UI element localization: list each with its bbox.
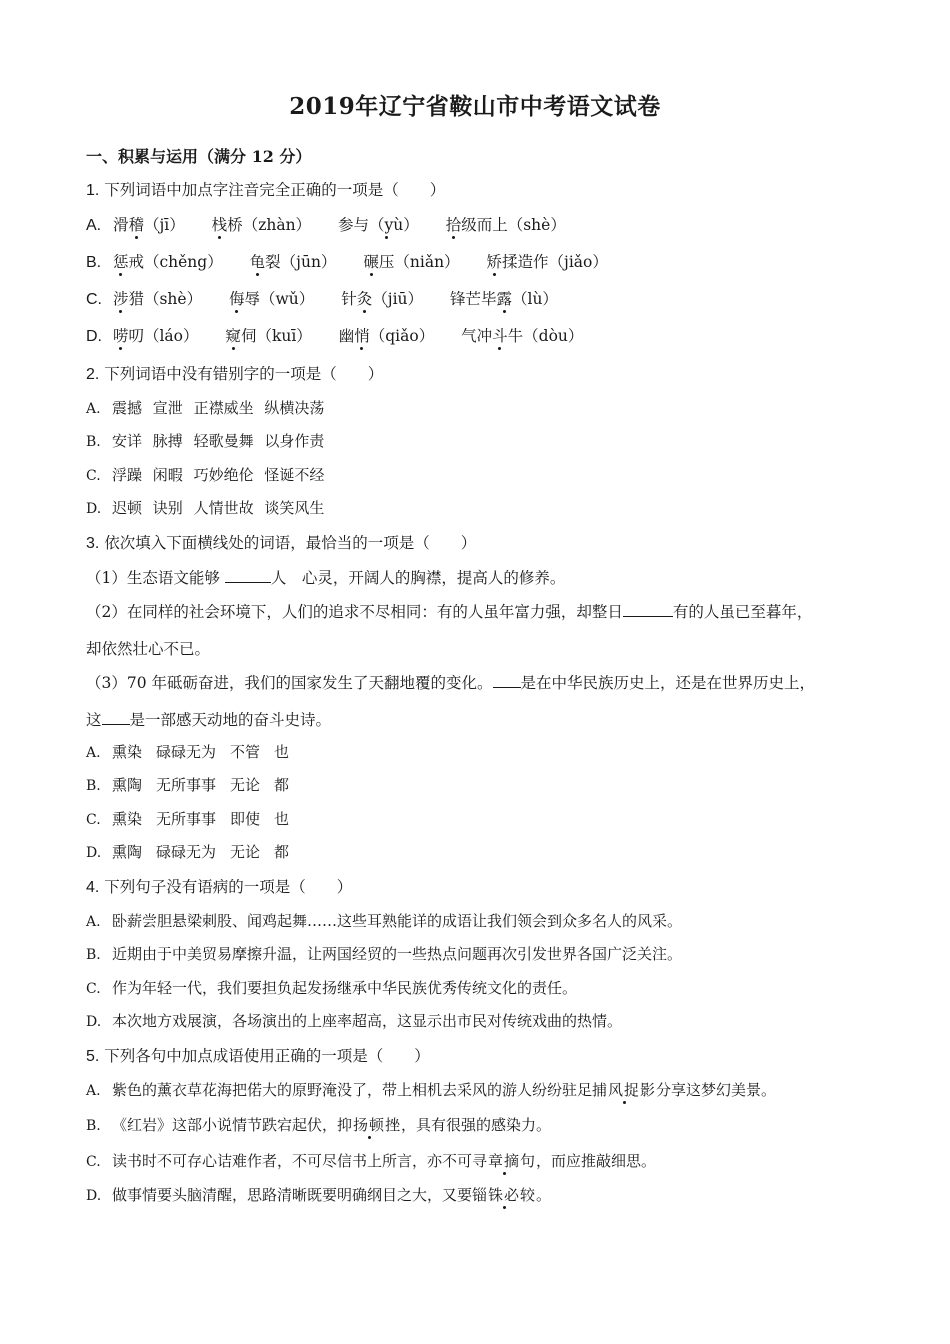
q5-option-a[interactable]: A. 紫色的薰衣草花海把偌大的原野淹没了，带上相机去采风的游人纷纷驻足捕风捉影分享这梦幻美景。 — [86, 1081, 777, 1099]
q3-option-d[interactable]: D. 熏陶 碌碌无为 无论 都 — [86, 843, 290, 861]
fill-blank[interactable] — [102, 710, 130, 725]
q2-option-b[interactable]: B. 安详 脉搏 轻歌曼舞 以身作责 — [86, 432, 325, 450]
option-word: 针灸（jiū） — [341, 290, 424, 308]
fill-blank[interactable] — [225, 568, 271, 583]
q1-option-c[interactable] — [86, 287, 580, 309]
q3-sentence-3-cont: 这 是一部感天动地的奋斗史诗。 — [86, 711, 332, 729]
option-word: 拾级而上（shè） — [445, 216, 566, 234]
q1-option-d[interactable] — [86, 324, 605, 346]
option-label: C. — [86, 291, 102, 308]
dotted-idiom: 寻章摘句 — [472, 1152, 537, 1170]
option-label: D. — [86, 845, 102, 861]
option-word: 侮辱（wǔ） — [229, 290, 315, 308]
question-number: 4. — [86, 879, 100, 896]
option-word: 窥伺（kuī） — [225, 327, 312, 345]
question-text: 下列词语中加点字注音完全正确的一项是（ ） — [104, 181, 446, 199]
question-number: 1. — [86, 182, 100, 199]
dotted-idiom: 捕风捉影 — [592, 1081, 657, 1099]
q5-option-d[interactable]: D. 做事情要头脑清醒，思路清晰既要明确纲目之大，又要锱铢必较。 — [86, 1186, 552, 1204]
question-text: 下列句子没有语病的一项是（ ） — [104, 878, 353, 896]
q2-option-d[interactable]: D. 迟顿 诀别 人情世故 谈笑风生 — [86, 499, 325, 517]
question-number: 3. — [86, 535, 100, 552]
option-word: 惩戒（chěng） — [112, 253, 223, 271]
question-number: 5. — [86, 1048, 100, 1065]
option-word: 栈桥（zhàn） — [211, 216, 312, 234]
page-title: 2019年辽宁省鞍山市中考语文试卷 — [289, 93, 661, 120]
q3-option-b[interactable]: B. 熏陶 无所事事 无论 都 — [86, 776, 290, 794]
option-label: D. — [86, 328, 102, 345]
option-label: D. — [86, 1188, 102, 1204]
q4-option-d[interactable]: D. 本次地方戏展演，各场演出的上座率超高，这显示出市民对传统戏曲的热情。 — [86, 1012, 623, 1030]
q1-option-b[interactable] — [86, 250, 630, 272]
q2-option-c[interactable]: C. 浮躁 闲暇 巧妙绝伦 怪诞不经 — [86, 466, 325, 484]
option-word: 气冲斗牛（dòu） — [461, 327, 584, 345]
option-label: A. — [86, 914, 101, 930]
option-label: A. — [86, 401, 101, 417]
question-text: 下列词语中没有错别字的一项是（ ） — [104, 365, 384, 383]
q4-option-b[interactable]: B. 近期由于中美贸易摩擦升温，让两国经贸的一些热点问题再次引发世界各国广泛关注。 — [86, 945, 683, 963]
option-label: C. — [86, 468, 101, 484]
q4-option-c[interactable]: C. 作为年轻一代，我们要担负起发扬继承中华民族优秀传统文化的责任。 — [86, 979, 578, 997]
q5-option-b[interactable]: B. 《红岩》这部小说情节跌宕起伏，抑扬顿挫，具有很强的感染力。 — [86, 1116, 552, 1134]
q3-sentence-2: （2）在同样的社会环境下，人们的追求不尽相同：有的人虽年富力强，却整日 有的人虽已至暮年， — [86, 603, 813, 621]
fill-blank[interactable] — [623, 602, 673, 617]
q2-option-a[interactable]: A. 震撼 宣泄 正襟威坐 纵横决荡 — [86, 399, 325, 417]
option-word: 唠叨（láo） — [112, 327, 199, 345]
question-text: 依次填入下面横线处的词语，最恰当的一项是（ ） — [104, 534, 477, 552]
option-label: B. — [86, 434, 101, 450]
option-label: A. — [86, 217, 102, 234]
q5-option-c[interactable]: C. 读书时不可存心诘难作者，不可尽信书上所言，亦不可寻章摘句，而应推敲细思。 — [86, 1152, 657, 1170]
option-word: 锋芒毕露（lù） — [449, 290, 558, 308]
option-word: 龟裂（jūn） — [249, 253, 337, 271]
dotted-idiom: 抑扬顿挫 — [337, 1116, 402, 1134]
question-4-stem — [86, 875, 352, 897]
option-word: 幽悄（qiǎo） — [338, 327, 435, 345]
q3-option-a[interactable]: A. 熏染 碌碌无为 不管 也 — [86, 743, 290, 761]
question-1-stem — [86, 178, 445, 200]
q3-sentence-3: （3）70 年砥砺奋进，我们的国家发生了天翻地覆的变化。 是在中华民族历史上，还是在世界历史上， — [86, 674, 816, 692]
option-label: D. — [86, 1014, 102, 1030]
dotted-idiom: 锱铢必较 — [472, 1186, 537, 1204]
q4-option-a[interactable]: A. 卧薪尝胆悬梁刺股、闻鸡起舞……这些耳熟能详的成语让我们领会到众多名人的风采。 — [86, 912, 683, 930]
section-heading: 一、积累与运用（满分 12 分） — [86, 147, 312, 166]
q1-option-a[interactable] — [86, 213, 588, 235]
question-3-stem — [86, 531, 476, 553]
option-word: 涉猎（shè） — [112, 290, 203, 308]
q3-sentence-1: （1）生态语文能够 人 心灵，开阔人的胸襟，提高人的修养。 — [86, 569, 566, 587]
option-label: A. — [86, 1083, 101, 1099]
question-text: 下列各句中加点成语使用正确的一项是（ ） — [104, 1047, 430, 1065]
option-word: 碾压（niǎn） — [363, 253, 460, 271]
option-label: B. — [86, 1118, 101, 1134]
option-label: C. — [86, 812, 101, 828]
q3-sentence-2-cont: 却依然壮心不已。 — [86, 640, 211, 658]
question-5-stem — [86, 1044, 430, 1066]
option-label: C. — [86, 1154, 101, 1170]
option-label: B. — [86, 778, 101, 794]
option-label: B. — [86, 947, 101, 963]
option-label: C. — [86, 981, 101, 997]
option-label: B. — [86, 254, 102, 271]
option-label: A. — [86, 745, 101, 761]
option-word: 参与（yù） — [338, 216, 419, 234]
option-label: D. — [86, 501, 102, 517]
question-number: 2. — [86, 366, 100, 383]
option-word: 矫揉造作（jiǎo） — [486, 253, 608, 271]
question-2-stem — [86, 362, 383, 384]
q3-option-c[interactable]: C. 熏染 无所事事 即使 也 — [86, 810, 290, 828]
option-word: 滑稽（jī） — [112, 216, 185, 234]
fill-blank[interactable] — [493, 673, 521, 688]
